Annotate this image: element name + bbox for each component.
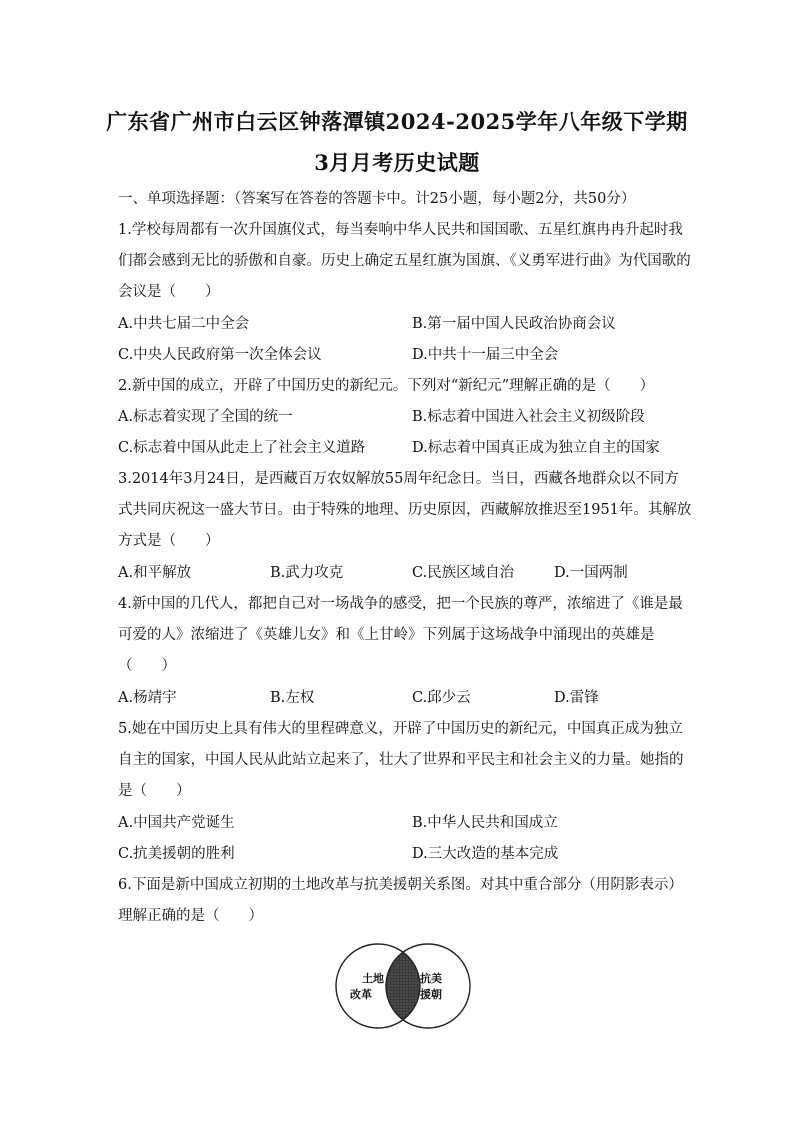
question-4-option-d: D.雷锋 [554,690,599,706]
question-4-option-a: A.杨靖宇 [118,690,177,706]
question-5-option-d: D.三大改造的基本完成 [412,846,559,862]
venn-diagram [328,940,478,1032]
question-1-line-3: 会议是（ ） [118,284,220,300]
question-1-option-d: D.中共十一届三中全会 [412,347,559,363]
question-5-line-3: 是（ ） [118,783,191,799]
question-1-line-1: 1.学校每周都有一次升国旗仪式，每当奏响中华人民共和国国歌、五星红旗冉冉升起时我 [118,222,683,238]
venn-right-label-top: 抗美 [420,972,442,985]
question-1-line-2: 们都会感到无比的骄傲和自豪。历史上确定五星红旗为国旗、《义勇军进行曲》为代国歌的 [118,253,691,269]
document-title-line2: 3月月考历史试题 [314,150,480,175]
question-1-option-a: A.中共七届二中全会 [118,316,250,332]
question-3-line-3: 方式是（ ） [118,533,220,549]
question-6-line-2: 理解正确的是（ ） [118,908,263,924]
question-2-line-1: 2.新中国的成立，开辟了中国历史的新纪元。下列对“新纪元”理解正确的是（ ） [118,378,655,394]
question-5-option-c: C.抗美援朝的胜利 [118,846,235,862]
question-3-option-a: A.和平解放 [118,565,192,581]
question-2-option-a: A.标志着实现了全国的统一 [118,409,293,425]
venn-left-label-top: 土地 [362,972,384,985]
question-6-line-1: 6.下面是新中国成立初期的土地改革与抗美援朝关系图。对其中重合部分（用阴影表示） [118,877,683,893]
question-5-option-b: B.中华人民共和国成立 [412,815,558,831]
section-heading: 一、单项选择题：（答案写在答卷的答题卡中。计25小题，每小题2分，共50分） [118,191,636,207]
question-5-option-a: A.中国共产党诞生 [118,815,235,831]
question-2-option-d: D.标志着中国真正成为独立自主的国家 [412,440,660,456]
question-2-option-c: C.标志着中国从此走上了社会主义道路 [118,440,366,456]
venn-right-label-bottom: 援朝 [420,988,442,1001]
question-5-line-1: 5.她在中国历史上具有伟大的里程碑意义，开辟了中国历史的新纪元，中国真正成为独立 [118,721,683,737]
question-3-option-c: C.民族区域自治 [412,565,515,581]
document-title-line1: 广东省广州市白云区钟落潭镇2024-2025学年八年级下学期 [106,109,688,134]
question-4-line-1: 4.新中国的几代人，都把自己对一场战争的感受，把一个民族的尊严，浓缩进了《谁是最 [118,596,683,612]
question-2-option-b: B.标志着中国进入社会主义初级阶段 [412,409,645,425]
question-3-line-2: 式共同庆祝这一盛大节日。由于特殊的地理、历史原因，西藏解放推迟至1951年。其解放 [118,502,692,518]
question-1-option-c: C.中央人民政府第一次全体会议 [118,347,322,363]
venn-left-label-bottom: 改革 [350,988,372,1001]
question-4-option-b: B.左权 [270,690,315,706]
question-1-option-b: B.第一届中国人民政治协商会议 [412,316,616,332]
question-4-option-c: C.邱少云 [412,690,471,706]
question-3-line-1: 3.2014年3月24日，是西藏百万农奴解放55周年纪念日。当日，西藏各地群众以不同方 [118,471,679,487]
question-4-line-3: （ ） [118,658,176,674]
question-3-option-b: B.武力攻克 [270,565,344,581]
question-3-option-d: D.一国两制 [554,565,628,581]
question-4-line-2: 可爱的人》浓缩进了《英雄儿女》和《上甘岭》下列属于这场战争中涌现出的英雄是 [118,627,655,643]
question-5-line-2: 自主的国家，中国人民从此站立起来了，壮大了世界和平民主和社会主义的力量。她指的 [118,752,684,768]
